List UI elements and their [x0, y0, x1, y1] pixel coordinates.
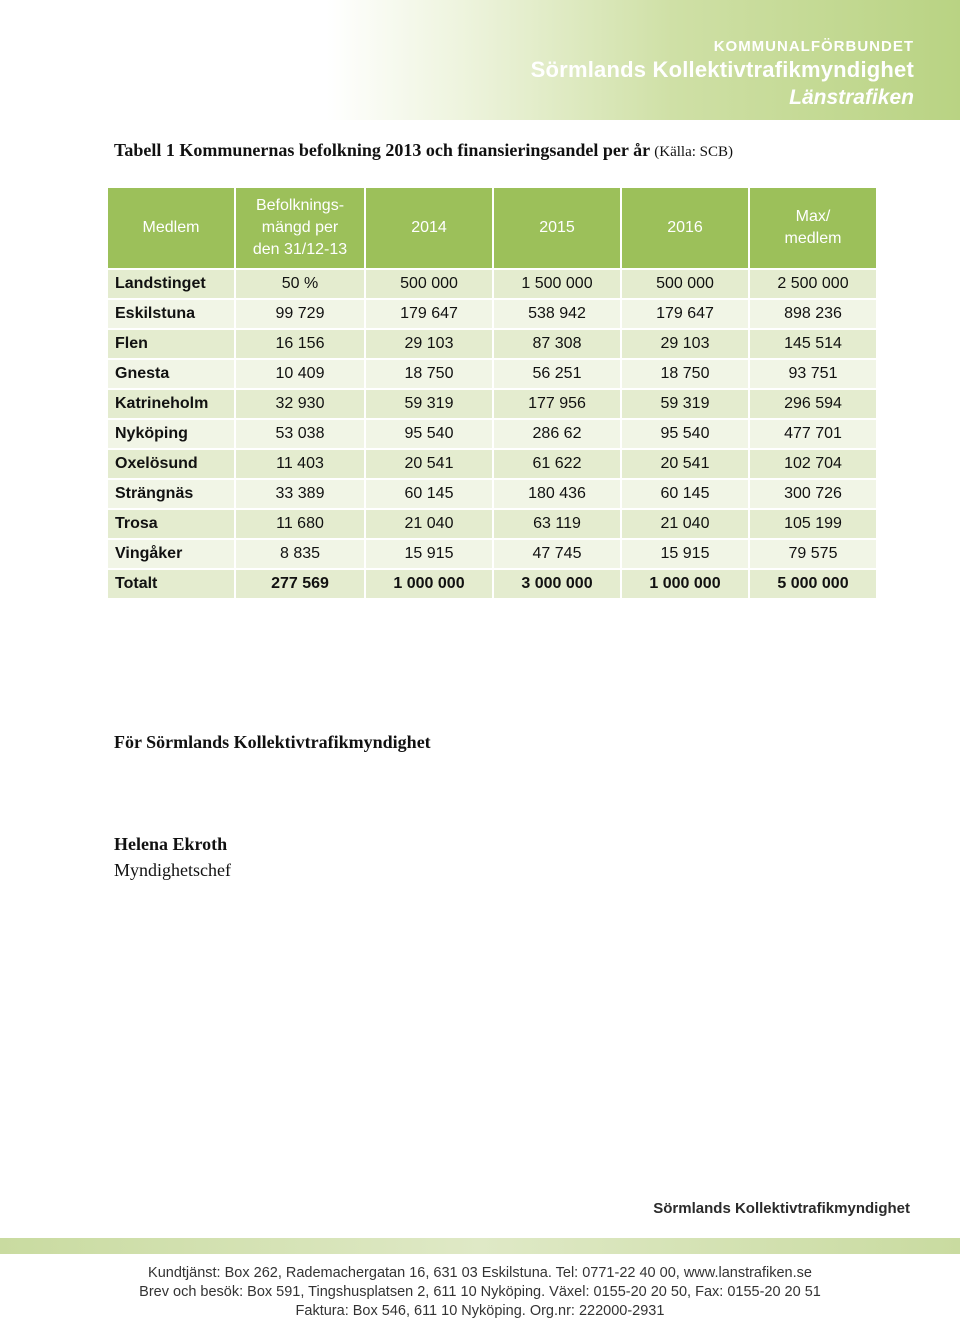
- table-row: [108, 390, 876, 418]
- value-cell: 2 500 000: [750, 270, 876, 298]
- value-cell: 179 647: [622, 300, 748, 328]
- row-label-cell: Katrineholm: [108, 390, 234, 418]
- value-cell: 15 915: [622, 540, 748, 568]
- value-cell: 50 %: [236, 270, 364, 298]
- value-cell: 20 541: [622, 450, 748, 478]
- table-title: [114, 140, 733, 161]
- value-cell: 8 835: [236, 540, 364, 568]
- value-cell: 3 000 000: [494, 570, 620, 598]
- footer-contact: [0, 1264, 960, 1321]
- value-cell: 60 145: [622, 480, 748, 508]
- footer-divider: [0, 1238, 960, 1254]
- value-cell: 93 751: [750, 360, 876, 388]
- table-row: [108, 420, 876, 448]
- row-label-cell: Landstinget: [108, 270, 234, 298]
- table-title-text: Tabell 1 Kommunernas befolkning 2013 och finansieringsandel per år: [114, 140, 650, 160]
- value-cell: 177 956: [494, 390, 620, 418]
- value-cell: 16 156: [236, 330, 364, 358]
- value-cell: 11 403: [236, 450, 364, 478]
- value-cell: 18 750: [366, 360, 492, 388]
- row-label-cell: Trosa: [108, 510, 234, 538]
- row-label-cell: Totalt: [108, 570, 234, 598]
- value-cell: 87 308: [494, 330, 620, 358]
- value-cell: 105 199: [750, 510, 876, 538]
- value-cell: 500 000: [366, 270, 492, 298]
- table-row: [108, 510, 876, 538]
- signature-organization: För Sörmlands Kollektivtrafikmyndighet: [114, 732, 431, 752]
- value-cell: 286 62: [494, 420, 620, 448]
- value-cell: 5 000 000: [750, 570, 876, 598]
- value-cell: 95 540: [622, 420, 748, 448]
- footer-logo: Sörmlands Kollektivtrafikmyndighet: [653, 1200, 910, 1217]
- value-cell: 145 514: [750, 330, 876, 358]
- row-label-cell: Oxelösund: [108, 450, 234, 478]
- value-cell: 180 436: [494, 480, 620, 508]
- value-cell: 18 750: [622, 360, 748, 388]
- value-cell: 1 500 000: [494, 270, 620, 298]
- value-cell: 59 319: [366, 390, 492, 418]
- value-cell: 21 040: [622, 510, 748, 538]
- value-cell: 63 119: [494, 510, 620, 538]
- header-befolkning: Befolknings- mängd per den 31/12-13: [236, 188, 364, 268]
- table-row: [108, 270, 876, 298]
- header-2014: 2014: [366, 188, 492, 268]
- value-cell: 56 251: [494, 360, 620, 388]
- table-total-row: [108, 570, 876, 598]
- value-cell: 99 729: [236, 300, 364, 328]
- header-2015: 2015: [494, 188, 620, 268]
- header-max-medlem: Max/ medlem: [750, 188, 876, 268]
- table-row: [108, 450, 876, 478]
- value-cell: 60 145: [366, 480, 492, 508]
- row-label-cell: Nyköping: [108, 420, 234, 448]
- value-cell: 20 541: [366, 450, 492, 478]
- value-cell: 179 647: [366, 300, 492, 328]
- value-cell: 61 622: [494, 450, 620, 478]
- value-cell: 79 575: [750, 540, 876, 568]
- logo-line-lanstrafiken: Länstrafiken: [789, 86, 914, 109]
- organization-logo: [531, 38, 914, 112]
- table-header-row: [108, 188, 876, 268]
- table-row: [108, 480, 876, 508]
- header-band: [0, 0, 960, 120]
- logo-line-kommunalforbundet: KOMMUNALFÖRBUNDET: [713, 38, 914, 55]
- population-table: [106, 186, 878, 600]
- value-cell: 29 103: [366, 330, 492, 358]
- value-cell: 102 704: [750, 450, 876, 478]
- value-cell: 477 701: [750, 420, 876, 448]
- footer-line-kundtjanst: Kundtjänst: Box 262, Rademachergatan 16, 631 03 Eskilstuna. Tel: 0771-22 40 00, www.lanstrafiken.se: [148, 1265, 812, 1281]
- header-2016: 2016: [622, 188, 748, 268]
- row-label-cell: Strängnäs: [108, 480, 234, 508]
- value-cell: 500 000: [622, 270, 748, 298]
- value-cell: 33 389: [236, 480, 364, 508]
- row-label-cell: Flen: [108, 330, 234, 358]
- value-cell: 538 942: [494, 300, 620, 328]
- table-row: [108, 300, 876, 328]
- value-cell: 15 915: [366, 540, 492, 568]
- table-row: [108, 540, 876, 568]
- footer-line-brev: Brev och besök: Box 591, Tingshusplatsen 2, 611 10 Nyköping. Växel: 0155-20 20 50, Fax: 0155-20 20 51: [139, 1284, 821, 1300]
- row-label-cell: Vingåker: [108, 540, 234, 568]
- value-cell: 10 409: [236, 360, 364, 388]
- table-row: [108, 330, 876, 358]
- value-cell: 21 040: [366, 510, 492, 538]
- value-cell: 1 000 000: [622, 570, 748, 598]
- value-cell: 898 236: [750, 300, 876, 328]
- table-source: (Källa: SCB): [654, 144, 733, 160]
- footer-line-faktura: Faktura: Box 546, 611 10 Nyköping. Org.nr: 222000-2931: [295, 1303, 665, 1319]
- signature-role: Myndighetschef: [114, 860, 231, 880]
- row-label-cell: Gnesta: [108, 360, 234, 388]
- logo-line-organization: Sörmlands Kollektivtrafikmyndighet: [530, 57, 914, 82]
- row-label-cell: Eskilstuna: [108, 300, 234, 328]
- value-cell: 95 540: [366, 420, 492, 448]
- value-cell: 11 680: [236, 510, 364, 538]
- signature-name: Helena Ekroth: [114, 834, 228, 854]
- table-row: [108, 360, 876, 388]
- value-cell: 47 745: [494, 540, 620, 568]
- header-medlem: Medlem: [108, 188, 234, 268]
- value-cell: 300 726: [750, 480, 876, 508]
- value-cell: 296 594: [750, 390, 876, 418]
- value-cell: 53 038: [236, 420, 364, 448]
- value-cell: 1 000 000: [366, 570, 492, 598]
- value-cell: 29 103: [622, 330, 748, 358]
- value-cell: 277 569: [236, 570, 364, 598]
- value-cell: 59 319: [622, 390, 748, 418]
- value-cell: 32 930: [236, 390, 364, 418]
